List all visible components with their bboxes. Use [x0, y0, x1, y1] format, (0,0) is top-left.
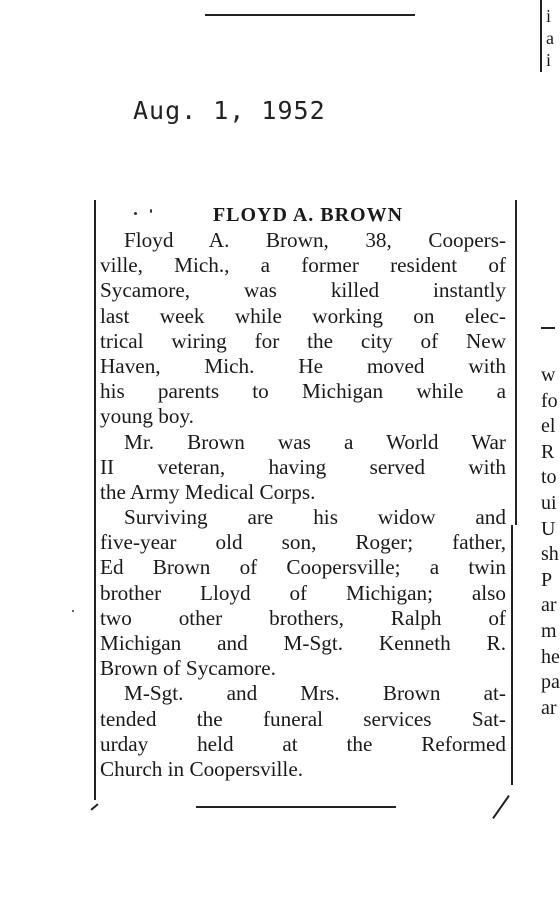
bottom-left-cut-mark — [90, 803, 98, 810]
right-column-top-rule — [541, 327, 555, 329]
article-line: his parents to Michigan while a — [100, 379, 506, 404]
adjacent-column-text: a — [546, 28, 554, 48]
article-line: ville, Mich., a former resident of — [100, 253, 506, 278]
article-line: Mr. Brown was a World War — [124, 429, 506, 454]
article-line: Surviving are his widow and — [124, 505, 506, 530]
adjacent-column-text: m — [541, 619, 557, 642]
article-line: brother Lloyd of Michigan; also — [100, 580, 506, 605]
article-line: Church in Coopersville. — [100, 756, 304, 781]
article-line: tended the funeral services Sat- — [100, 706, 506, 731]
adjacent-column-text: pa — [541, 671, 560, 694]
article-line: the Army Medical Corps. — [100, 479, 316, 504]
scan-speck — [134, 212, 137, 215]
obituary-body — [100, 228, 506, 782]
scan-speck — [72, 610, 74, 612]
adjacent-column-text: U — [541, 517, 556, 540]
adjacent-column-text: w — [541, 364, 556, 386]
adjacent-column-fragment — [541, 363, 560, 721]
obituary-headline: FLOYD A. BROWN — [212, 204, 404, 226]
article-line: five-year old son, Roger; father, — [100, 530, 506, 555]
article-line: Brown of Sycamore. — [100, 656, 276, 681]
adjacent-column-text: el — [541, 415, 556, 438]
adjacent-column-text: i — [546, 50, 552, 70]
article-line: M-Sgt. and Mrs. Brown at- — [124, 681, 506, 706]
clipping-right-border — [515, 200, 517, 525]
article-line: two other brothers, Ralph of — [100, 605, 506, 630]
adjacent-column-text: to — [541, 466, 557, 489]
adjacent-column-text: ui — [541, 491, 557, 514]
article-line: young boy. — [100, 404, 194, 429]
adjacent-column-text: R — [541, 440, 555, 463]
adjacent-column-text: sh — [541, 543, 559, 566]
adjacent-column-text: he — [541, 645, 560, 668]
adjacent-column-text: P — [541, 568, 553, 591]
clipping-left-border — [94, 200, 96, 800]
clipping-right-border-lower — [511, 525, 513, 785]
adjacent-column-text: i — [546, 6, 552, 26]
scan-speck — [150, 209, 152, 213]
article-line: trical wiring for the city of New — [100, 328, 506, 353]
adjacent-column-text: ar — [541, 696, 557, 719]
bottom-right-cut-mark — [492, 795, 510, 819]
top-right-column-fragment — [546, 5, 555, 71]
article-line: last week while working on elec- — [100, 303, 506, 328]
top-right-vertical-rule — [540, 0, 542, 72]
obituary-clipping — [100, 203, 506, 782]
bottom-rule — [196, 806, 396, 808]
article-line: II veteran, having served with — [100, 454, 506, 479]
top-rule — [205, 14, 415, 16]
article-line: Haven, Mich. He moved with — [100, 353, 506, 378]
article-line: urday held at the Reformed — [100, 731, 506, 756]
article-line: Ed Brown of Coopersville; a twin — [100, 555, 506, 580]
article-line: Sycamore, was killed instantly — [100, 278, 506, 303]
article-line: Floyd A. Brown, 38, Coopers- — [124, 228, 506, 252]
clipping-date: Aug. 1, 1952 — [133, 96, 326, 125]
adjacent-column-text: ar — [541, 594, 557, 617]
adjacent-column-text: fo — [541, 389, 558, 412]
article-line: Michigan and M-Sgt. Kenneth R. — [100, 631, 506, 655]
